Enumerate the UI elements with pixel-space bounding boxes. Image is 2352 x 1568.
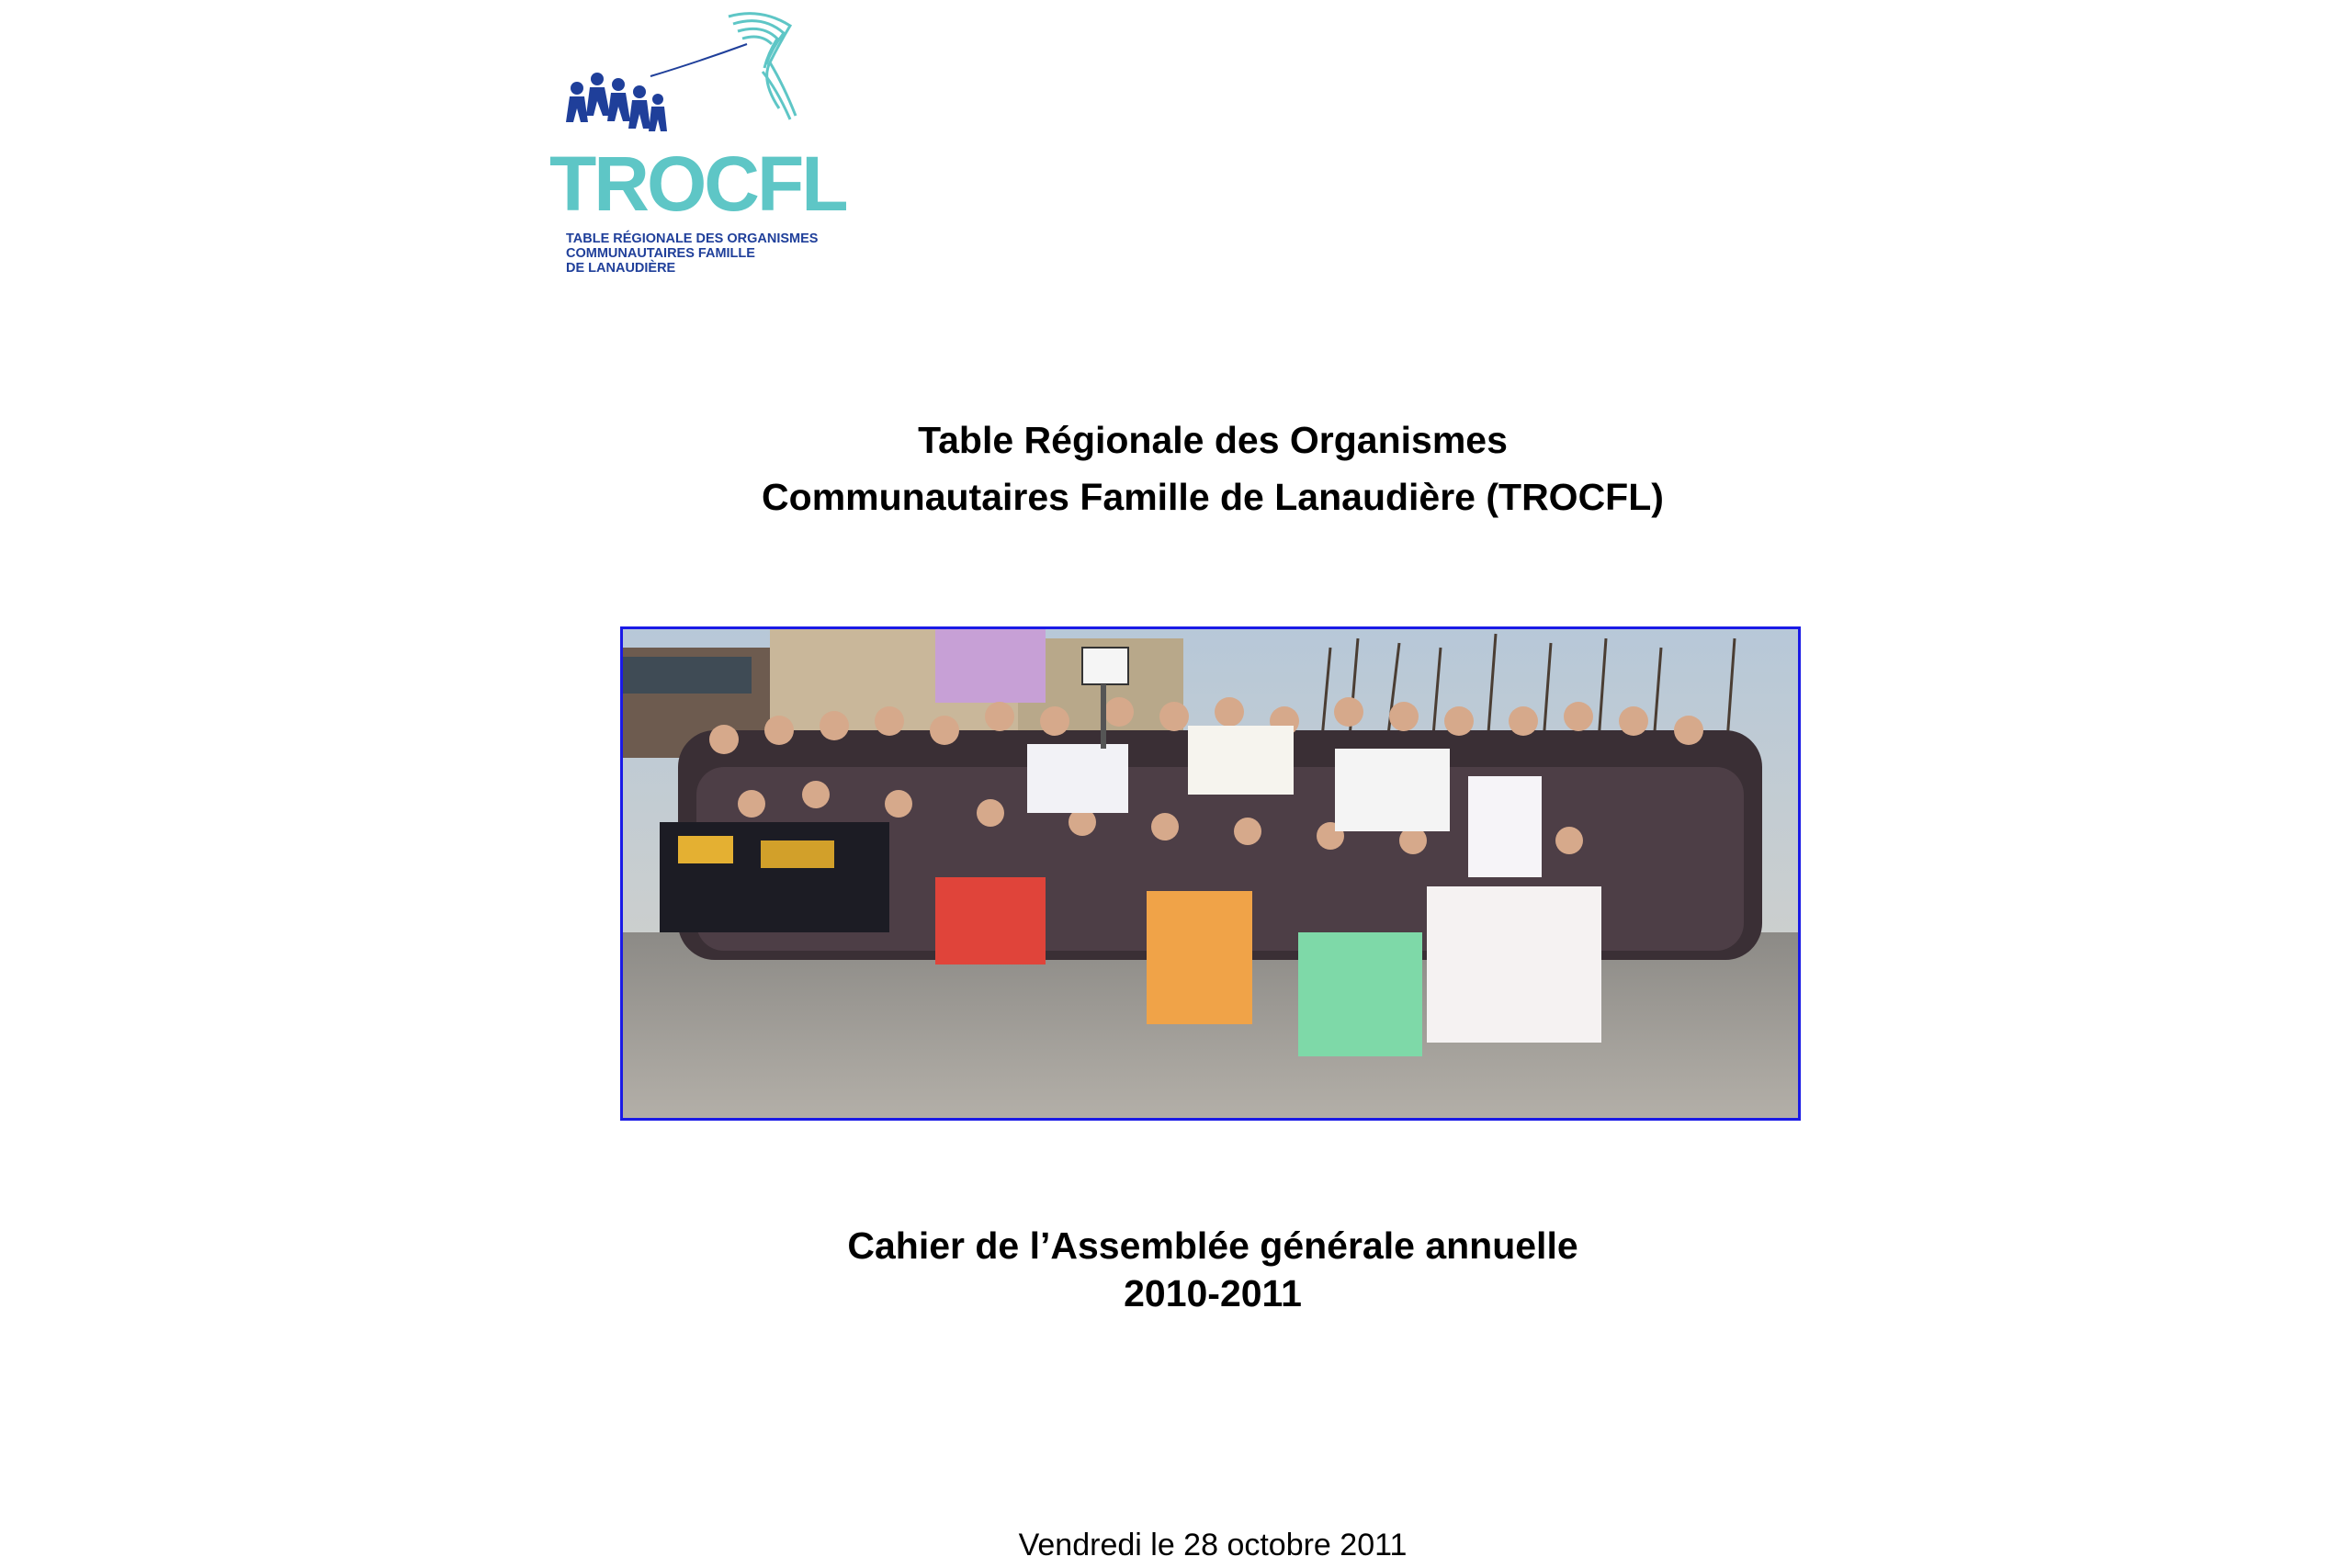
trocfl-logo	[549, 7, 846, 276]
logo-subtitle-line: COMMUNAUTAIRES FAMILLE	[566, 246, 755, 261]
title-line-2: Communautaires Famille de Lanaudière (TROCFL)	[762, 476, 1664, 518]
title-line-1: Table Régionale des Organismes	[918, 419, 1508, 461]
logo-wordmark: TROCFL	[549, 141, 846, 227]
logo-kite-figures-graphic	[549, 7, 834, 154]
assembly-line-1: Cahier de l’Assemblée générale annuelle	[847, 1224, 1578, 1267]
group-photo	[620, 626, 1801, 1121]
assembly-heading	[0, 1222, 2352, 1317]
logo-subtitle-line: DE LANAUDIÈRE	[566, 261, 676, 276]
group-photo-illustration	[623, 629, 1798, 1118]
logo-subtitle-line: TABLE RÉGIONALE DES ORGANISMES	[566, 231, 819, 246]
logo-subtitle	[566, 231, 818, 276]
assembly-line-2: 2010-2011	[1124, 1272, 1302, 1314]
meeting-date: Vendredi le 28 octobre 2011	[1018, 1528, 1408, 1562]
document-title	[0, 412, 2352, 525]
